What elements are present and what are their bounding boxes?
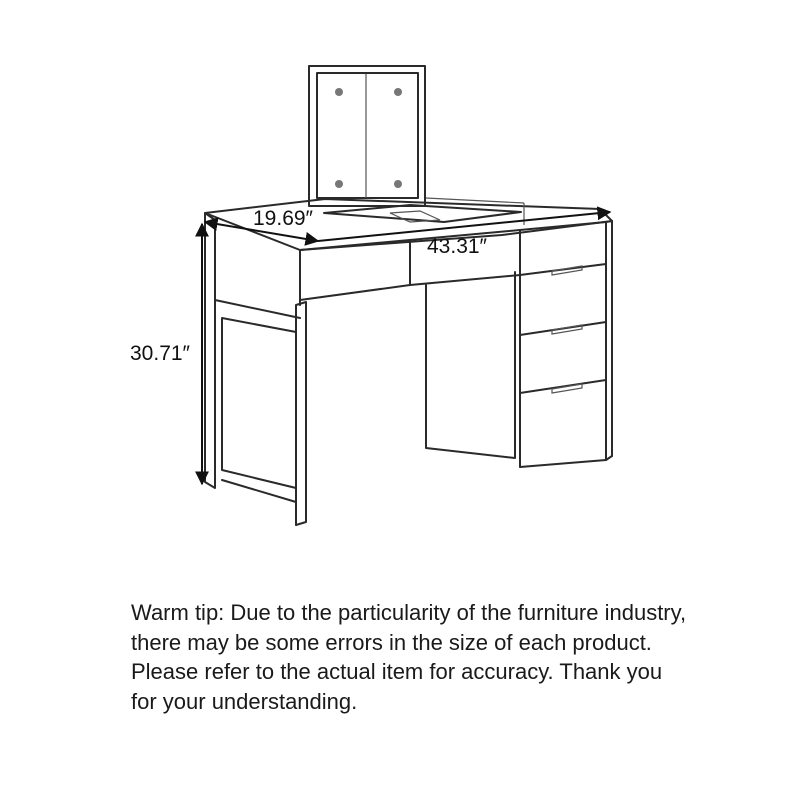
front-drawers	[300, 230, 520, 305]
height-label: 30.71″	[130, 342, 190, 365]
warm-tip-text: Warm tip: Due to the particularity of the furniture industry, there may be some errors in the size of each product. Please refer to the actual item for accuracy. Thank you for your understanding.	[131, 600, 687, 714]
mirror-panel	[309, 66, 425, 206]
width-label: 43.31″	[427, 235, 487, 258]
left-leg-frame	[205, 213, 306, 525]
depth-label: 19.69″	[253, 207, 313, 230]
dimension-lines	[202, 212, 610, 484]
